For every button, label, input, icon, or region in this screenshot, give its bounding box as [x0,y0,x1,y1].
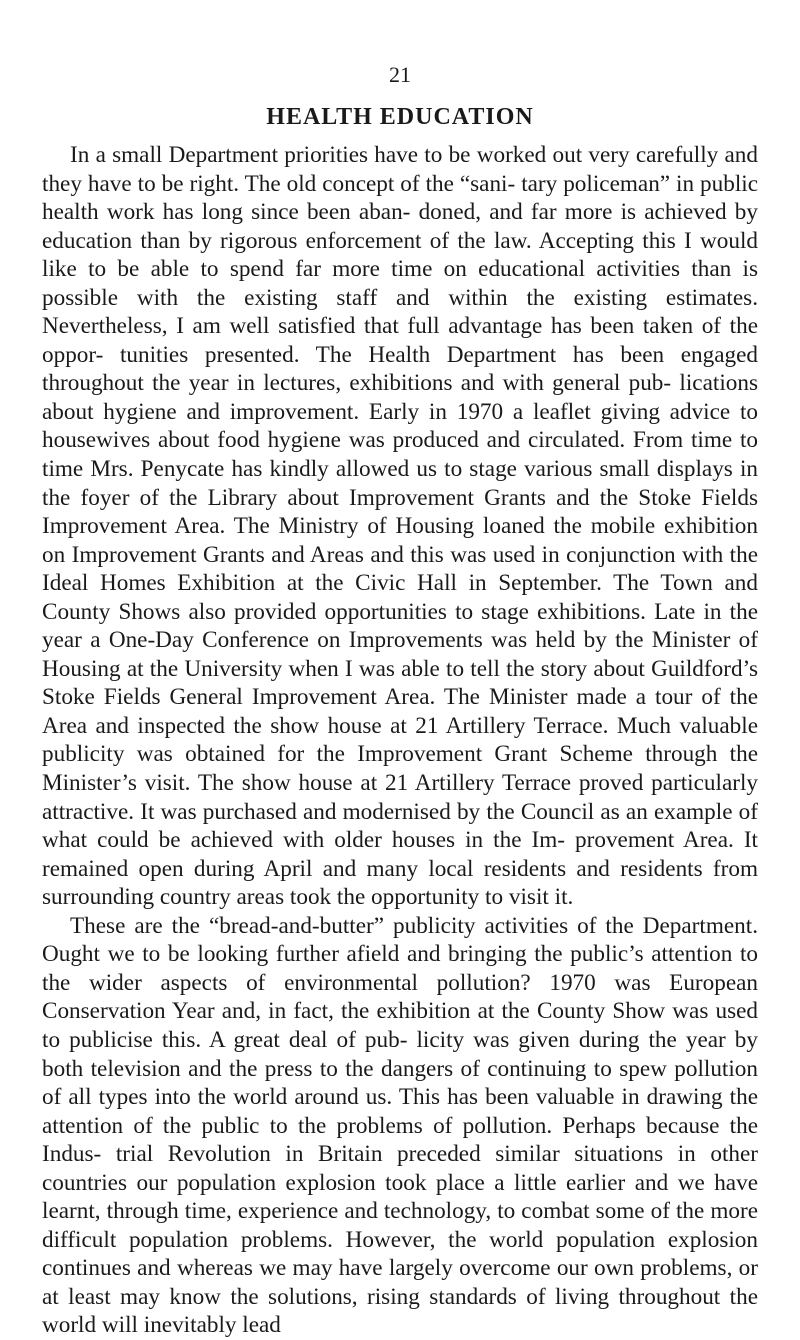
body-text [42,141,758,1340]
paragraph: These are the “bread-and-butter” publicity activities of the Department. Ought we to be looking further afield and bringing the public’s attention to the wider aspects of environmental pollution? 1970 was European Conservation Year and, in fact, the exhibition at the County Show was used to publicise this. A great deal of pub- licity was given during the year by both television and the press to the dangers of continuing to spew pollution of all types into the world around us. This has been valuable in drawing the attention of the public to the problems of pollution. Perhaps because the Indus- trial Revolution in Britain preceded similar situations in other countries our population explosion took place a little earlier and we have learnt, through time, experience and technology, to combat some of the more difficult population problems. However, the world population explosion continues and whereas we may have largely overcome our own problems, or at least may know the solutions, rising standards of living throughout the world will inevitably lead [42,912,758,1339]
page-heading: HEALTH EDUCATION [266,104,534,130]
page-number: 21 [389,62,411,87]
paragraph: In a small Department priorities have to be worked out very carefully and they have to be right. The old concept of the “sani- tary policeman” in public health work has long since been aban- doned, and far more is achieved by education than by rigorous enforcement of the law. Accepting this I would like to be able to spend far more time on educational activities than is possible with the existing staff and within the existing estimates. Nevertheless, I am well satisfied that full advantage has been taken of the oppor- tunities presented. The Health Department has been engaged throughout the year in lectures, exhibitions and with general pub- lications about hygiene and improvement. Early in 1970 a leaflet giving advice to housewives about food hygiene was produced and circulated. From time to time Mrs. Penycate has kindly allowed us to stage various small displays in the foyer of the Library about Improvement Grants and the Stoke Fields Improvement Area. The Ministry of Housing loaned the mobile exhibition on Improvement Grants and Areas and this was used in conjunction with the Ideal Homes Exhibition at the Civic Hall in September. The Town and County Shows also provided opportunities to stage exhibitions. Late in the year a One-Day Conference on Improvements was held by the Minister of Housing at the University when I was able to tell the story about Guildford’s Stoke Fields General Improvement Area. The Minister made a tour of the Area and inspected the show house at 21 Artillery Terrace. Much valuable publicity was obtained for the Improvement Grant Scheme through the Minister’s visit. The show house at 21 Artillery Terrace proved particularly attractive. It was purchased and modernised by the Council as an example of what could be achieved with older houses in the Im- provement Area. It remained open during April and many local residents and residents from surrounding country areas took the opportunity to visit it. [42,142,758,911]
